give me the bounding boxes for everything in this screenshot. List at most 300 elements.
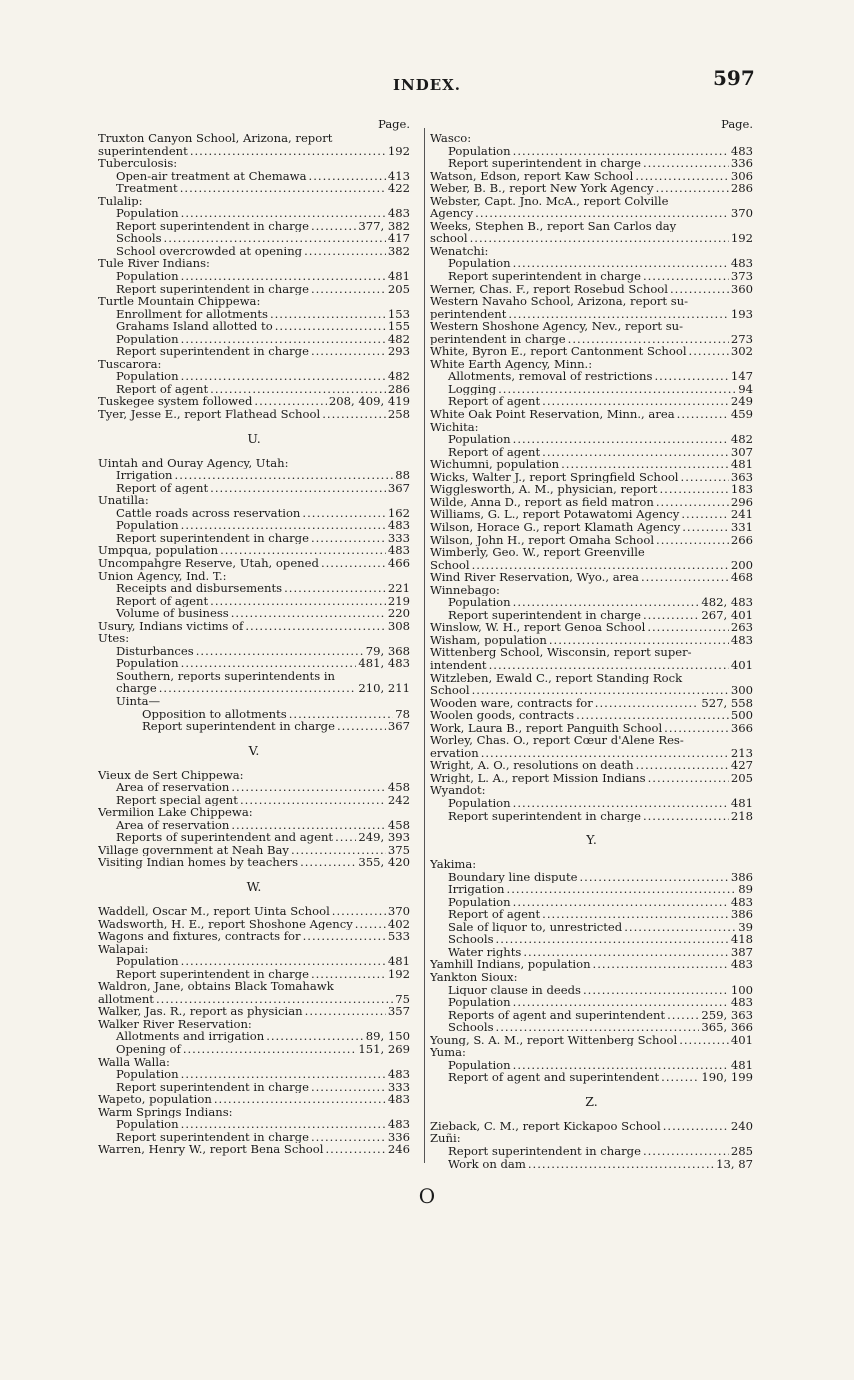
entry-page: 386 — [730, 908, 753, 921]
index-entry — [98, 794, 410, 807]
section-letter: Y. — [586, 832, 597, 848]
entry-text: Opening of — [116, 1043, 181, 1056]
index-entry — [98, 182, 410, 195]
entry-text: Uintah and Ouray Agency, Utah: — [98, 456, 289, 470]
entry-text: Reports of agent and superintendent — [448, 1008, 666, 1022]
dot-leader — [181, 270, 386, 283]
entry-text: Population — [116, 1068, 179, 1081]
entry-text: Walker River Reservation: — [98, 1017, 252, 1031]
entry-text: Reports of superintendent and agent — [116, 831, 334, 844]
index-entry — [430, 896, 753, 909]
dot-leader — [262, 295, 394, 308]
dot-leader — [305, 1005, 386, 1018]
index-entry — [98, 333, 410, 346]
dot-leader — [303, 930, 386, 943]
entry-page: 458 — [387, 781, 410, 794]
entry-page: 481 — [387, 955, 410, 968]
index-entry — [98, 482, 410, 495]
entry-text: Population — [116, 207, 179, 220]
entry-page: 360 — [730, 282, 753, 296]
index-column-body — [430, 132, 753, 1170]
dot-leader — [190, 145, 386, 158]
entry-page: 267, 401 — [701, 608, 753, 622]
entry-page: 266 — [730, 533, 753, 547]
entry-text: perintendent — [430, 307, 507, 321]
index-entry — [98, 918, 410, 931]
index-entry — [430, 634, 753, 647]
index-entry — [430, 659, 753, 672]
index-entry — [98, 383, 410, 396]
entry-text: Agency — [430, 207, 474, 220]
index-entry — [98, 370, 410, 383]
dot-leader — [162, 695, 394, 708]
entry-page: 13, 87 — [716, 1157, 753, 1171]
index-entry — [98, 308, 410, 321]
entry-text: Report of agent — [116, 594, 209, 608]
index-entry — [430, 546, 753, 559]
dot-leader — [681, 508, 729, 521]
entry-page: 336 — [730, 157, 753, 170]
entry-text: Population — [448, 433, 511, 446]
entry-text: Water rights — [448, 945, 522, 959]
entry-page: 219 — [387, 594, 410, 608]
dot-leader — [502, 584, 737, 597]
entry-page: 200 — [730, 558, 753, 572]
entry-text: Report superintendent in charge — [116, 282, 309, 296]
entry-text: Population — [448, 257, 511, 271]
dot-leader — [196, 645, 364, 658]
dot-leader — [641, 571, 729, 584]
entry-page: 482, 483 — [701, 596, 753, 609]
index-entry — [98, 930, 410, 943]
entry-text: Wimberly, Geo. W., report Greenville — [430, 546, 645, 559]
entry-page: 258 — [387, 408, 410, 421]
entry-page: 259, 363 — [701, 1008, 753, 1022]
entry-text: ervation — [430, 746, 479, 760]
dot-leader — [336, 980, 394, 993]
index-entry — [98, 720, 410, 733]
index-entry — [98, 557, 410, 570]
entry-text: Uinta— — [116, 694, 161, 708]
entry-text: Cattle roads across reservation — [116, 506, 301, 520]
entry-page: 402 — [387, 917, 410, 931]
entry-page: 387 — [730, 945, 753, 959]
index-entry — [430, 734, 753, 747]
entry-page: 39 — [738, 920, 753, 934]
entry-text: Wyandot: — [430, 784, 486, 797]
entry-text: Yankton Sioux: — [430, 971, 518, 984]
entry-text: Walker, Jas. R., report as physician — [98, 1005, 303, 1018]
dot-leader — [643, 157, 729, 170]
entry-text: Turtle Mountain Chippewa: — [98, 295, 261, 308]
index-entry — [98, 682, 410, 695]
entry-page: 307 — [730, 445, 753, 459]
entry-page: 79, 368 — [365, 644, 410, 658]
entry-page: 417 — [387, 232, 410, 245]
index-entry — [430, 1120, 753, 1133]
entry-page: 75 — [395, 992, 410, 1006]
entry-text: Population — [448, 596, 511, 609]
dot-leader — [594, 358, 737, 371]
entry-text: Population — [116, 370, 179, 383]
index-entry — [98, 819, 410, 832]
index-entry — [430, 195, 753, 208]
entry-text: Webster, Capt. Jno. McA., report Colville — [430, 194, 669, 208]
dot-leader — [240, 794, 386, 807]
index-entry — [98, 132, 410, 145]
dot-leader — [334, 132, 394, 145]
entry-page: 193 — [730, 307, 753, 321]
entry-text: Report of agent and superintendent — [448, 1071, 660, 1084]
entry-text: Village government at Neah Bay — [98, 843, 289, 857]
dot-leader — [576, 709, 729, 722]
entry-page: 483 — [730, 895, 753, 909]
dot-leader — [542, 908, 729, 921]
entry-page: 483 — [730, 633, 753, 647]
entry-page: 293 — [387, 345, 410, 358]
dot-leader — [679, 1034, 729, 1047]
entry-page: 459 — [730, 408, 753, 421]
entry-text: Population — [448, 1058, 511, 1072]
entry-page: 500 — [730, 709, 753, 722]
index-entry — [430, 1021, 753, 1034]
entry-text: Report special agent — [116, 793, 238, 807]
dot-leader — [481, 747, 729, 760]
entry-text: Disturbances — [116, 644, 194, 658]
entry-text: Boundary line dispute — [448, 870, 578, 884]
dot-leader — [513, 257, 729, 270]
index-entry — [98, 283, 410, 296]
index-entry — [98, 220, 410, 233]
entry-text: Wilson, John H., report Omaha School — [430, 533, 655, 547]
entry-page: 483 — [387, 207, 410, 220]
entry-page: 153 — [387, 307, 410, 321]
entry-text: Population — [448, 796, 511, 810]
entry-text: Western Navaho School, Arizona, report su- — [430, 295, 689, 308]
entry-page: 481, 483 — [358, 657, 410, 670]
dot-leader — [661, 1071, 699, 1084]
dot-leader — [490, 245, 737, 258]
entry-text: Wasco: — [430, 132, 472, 145]
dot-leader — [478, 858, 737, 871]
entry-text: Wisham, population — [430, 633, 547, 647]
dot-leader — [513, 996, 729, 1009]
dot-leader — [549, 634, 729, 647]
dot-leader — [624, 921, 736, 934]
dot-leader — [275, 320, 386, 333]
entry-text: Receipts and disbursements — [116, 582, 283, 595]
entry-page: 220 — [387, 607, 410, 620]
index-column-left — [98, 116, 410, 1156]
dot-leader — [647, 546, 737, 559]
entry-page: 482 — [730, 433, 753, 446]
index-entry — [430, 320, 753, 333]
entry-page: 367 — [387, 720, 410, 733]
entry-page: 89, 150 — [365, 1030, 410, 1043]
entry-text: Wittenberg School, Wisconsin, report super- — [430, 646, 692, 659]
index-entry — [430, 709, 753, 722]
index-entry — [430, 170, 753, 183]
entry-text: Report superintendent in charge — [116, 531, 309, 545]
dot-leader — [311, 283, 386, 296]
dot-leader — [513, 1059, 729, 1072]
entry-page: 427 — [730, 759, 753, 772]
index-entry — [98, 1118, 410, 1131]
dot-leader — [507, 883, 737, 896]
entry-page: 333 — [387, 1080, 410, 1094]
index-entry — [430, 283, 753, 296]
index-entry — [98, 856, 410, 869]
entry-text: Population — [116, 519, 179, 532]
entry-text: Irrigation — [448, 883, 505, 896]
dot-leader — [311, 1131, 386, 1144]
index-entry — [430, 1046, 753, 1059]
index-column-body — [98, 132, 410, 1156]
entry-page: 483 — [387, 1118, 410, 1131]
dot-leader — [481, 421, 737, 434]
entry-text: White, Byron E., report Cantonment School — [430, 345, 687, 358]
dot-leader — [684, 672, 737, 685]
index-entry — [430, 871, 753, 884]
entry-text: Walapai: — [98, 942, 149, 956]
index-entry — [430, 596, 753, 609]
entry-text: Yuma: — [430, 1046, 466, 1059]
entry-text: Report superintendent in charge — [116, 1130, 309, 1144]
entry-page: 483 — [387, 544, 410, 557]
index-entry — [98, 595, 410, 608]
index-entry — [98, 519, 410, 532]
entry-page: 242 — [387, 793, 410, 807]
entry-text: Williams, G. L., report Potawatomi Agency — [430, 508, 680, 521]
index-entry — [98, 207, 410, 220]
entry-page: 483 — [730, 257, 753, 271]
dot-leader — [183, 1043, 357, 1056]
dot-leader — [214, 1093, 386, 1106]
entry-page: 370 — [730, 207, 753, 220]
dot-leader — [513, 596, 700, 609]
index-entry — [98, 1106, 410, 1119]
dot-leader — [172, 1056, 394, 1069]
entry-text: Opposition to allotments — [142, 707, 287, 721]
index-entry — [98, 645, 410, 658]
entry-page: 481 — [387, 270, 410, 283]
index-entry — [430, 646, 753, 659]
entry-page: 286 — [730, 182, 753, 195]
dot-leader — [656, 534, 729, 547]
entry-text: Report of agent — [116, 382, 209, 396]
dot-leader — [689, 345, 729, 358]
entry-page: 151, 269 — [358, 1043, 410, 1056]
page-label: Page. — [378, 117, 410, 131]
entry-page: 286 — [387, 382, 410, 396]
entry-text: superintendent — [98, 144, 188, 158]
entry-page: 377, 382 — [358, 219, 410, 233]
dot-leader — [656, 496, 729, 509]
entry-text: Population — [116, 1118, 179, 1131]
entry-page: 527, 558 — [701, 696, 753, 710]
entry-text: Area of reservation — [116, 818, 230, 832]
index-entry — [430, 232, 753, 245]
entry-page: 147 — [730, 370, 753, 383]
dot-leader — [304, 245, 386, 258]
index-entry — [430, 471, 753, 484]
entry-text: Enrollment for allotments — [116, 307, 268, 321]
dot-leader — [636, 759, 729, 772]
entry-text: Tuskegee system followed — [98, 395, 253, 409]
entry-page: 483 — [387, 519, 410, 532]
index-entry — [430, 784, 753, 797]
entry-text: White Earth Agency, Minn.: — [430, 357, 593, 371]
index-entry — [430, 946, 753, 959]
index-entry — [98, 607, 410, 620]
index-entry — [430, 759, 753, 772]
dot-leader — [311, 1081, 386, 1094]
entry-text: Population — [448, 895, 511, 909]
dot-leader — [664, 722, 729, 735]
entry-text: Uncompahgre Reserve, Utah, opened — [98, 556, 319, 570]
entry-text: Tuberculosis: — [98, 157, 178, 170]
dot-leader — [496, 933, 729, 946]
index-entry — [98, 494, 410, 507]
entry-text: Werner, Chas. F., report Rosebud School — [430, 282, 668, 296]
dot-leader — [678, 220, 737, 233]
index-entry — [430, 370, 753, 383]
entry-text: Wadsworth, H. E., report Shoshone Agency — [98, 917, 353, 931]
entry-page: 273 — [730, 332, 753, 346]
index-entry — [430, 458, 753, 471]
index-entry — [430, 559, 753, 572]
dot-leader — [337, 670, 394, 683]
index-entry — [98, 1143, 410, 1156]
index-entry — [430, 483, 753, 496]
dot-leader — [489, 659, 729, 672]
dot-leader — [131, 632, 394, 645]
entry-text: Umpqua, population — [98, 544, 219, 557]
index-entry — [98, 345, 410, 358]
dot-leader — [181, 370, 386, 383]
index-entry — [98, 145, 410, 158]
entry-page: 308 — [387, 619, 410, 633]
section-letter: U. — [247, 430, 261, 446]
entry-text: Waldron, Jane, obtains Black Tomahawk — [98, 980, 334, 993]
index-entry — [98, 257, 410, 270]
dot-leader — [181, 1118, 386, 1131]
dot-leader — [181, 955, 386, 968]
dot-leader — [210, 482, 386, 495]
dot-leader — [337, 720, 386, 733]
dot-leader — [472, 559, 729, 572]
dot-leader — [513, 896, 729, 909]
index-entry — [430, 395, 753, 408]
entry-text: Weeks, Stephen B., report San Carlos day — [430, 219, 677, 233]
entry-page: 401 — [730, 658, 753, 672]
entry-text: Wicks, Walter J., report Springfield School — [430, 470, 679, 484]
index-entry — [430, 508, 753, 521]
dot-leader — [681, 471, 729, 484]
entry-text: Winnebago: — [430, 583, 500, 597]
entry-text: Woolen goods, contracts — [430, 709, 575, 722]
index-entry — [430, 1034, 753, 1047]
entry-text: Weber, B. B., report New York Agency — [430, 182, 654, 195]
page-label: Page. — [721, 117, 753, 131]
dot-leader — [670, 195, 737, 208]
entry-page: 483 — [730, 144, 753, 158]
entry-page: 249 — [730, 395, 753, 409]
entry-page: 481 — [730, 796, 753, 810]
dot-leader — [568, 333, 729, 346]
entry-page: 482 — [387, 332, 410, 346]
entry-text: Report superintendent in charge — [116, 967, 309, 981]
dot-leader — [254, 395, 326, 408]
entry-page: 78 — [395, 707, 410, 721]
index-entry — [430, 571, 753, 584]
index-entry — [430, 1145, 753, 1158]
entry-text: Allotments and irrigation — [116, 1030, 265, 1043]
entry-page: 481 — [730, 458, 753, 471]
index-entry — [98, 270, 410, 283]
entry-text: Schools — [116, 232, 162, 245]
section-letter: Z. — [585, 1093, 598, 1109]
dot-leader — [235, 1106, 394, 1119]
entry-page: 190, 199 — [701, 1071, 753, 1084]
entry-page: 155 — [387, 320, 410, 333]
entry-text: Irrigation — [116, 469, 173, 482]
entry-text: perintendent in charge — [430, 332, 566, 346]
index-entry — [98, 582, 410, 595]
entry-text: Allotments, removal of restrictions — [448, 370, 653, 383]
dot-leader — [229, 570, 394, 583]
entry-text: Zieback, C. M., report Kickapoo School — [430, 1119, 661, 1133]
index-entry — [98, 980, 410, 993]
dot-leader — [513, 797, 729, 810]
index-entry — [98, 781, 410, 794]
dot-leader — [635, 170, 729, 183]
index-entry — [430, 534, 753, 547]
index-entry — [430, 747, 753, 760]
entry-text: Unatilla: — [98, 494, 149, 507]
entry-text: Report superintendent in charge — [116, 1080, 309, 1094]
index-column-right — [430, 116, 753, 1170]
entry-text: Yakima: — [430, 858, 477, 871]
index-entry — [430, 684, 753, 697]
entry-text: Walla Walla: — [98, 1055, 170, 1069]
dot-leader — [690, 295, 737, 308]
index-entry — [98, 1131, 410, 1144]
entry-page: 205 — [730, 771, 753, 785]
entry-text: Area of reservation — [116, 781, 230, 794]
entry-text: Treatment — [116, 182, 178, 195]
entry-page: 162 — [387, 506, 410, 520]
index-entry — [430, 1059, 753, 1072]
index-entry — [98, 532, 410, 545]
entry-text: Worley, Chas. O., report Cœur d'Alene Res- — [430, 734, 684, 747]
dot-leader — [508, 308, 728, 321]
index-entry — [430, 220, 753, 233]
entry-page: 458 — [387, 818, 410, 832]
dot-leader — [473, 132, 737, 145]
entry-page: 88 — [395, 469, 410, 482]
entry-text: Report superintendent in charge — [448, 1145, 641, 1158]
entry-text: Tule River Indians: — [98, 257, 210, 271]
index-entry — [98, 993, 410, 1006]
entry-text: Report of agent — [448, 445, 541, 459]
dot-leader — [496, 1021, 700, 1034]
entry-page: 296 — [730, 495, 753, 509]
entry-page: 302 — [730, 345, 753, 358]
dot-leader — [210, 383, 386, 396]
dot-leader — [647, 621, 729, 634]
dot-leader — [488, 784, 737, 797]
